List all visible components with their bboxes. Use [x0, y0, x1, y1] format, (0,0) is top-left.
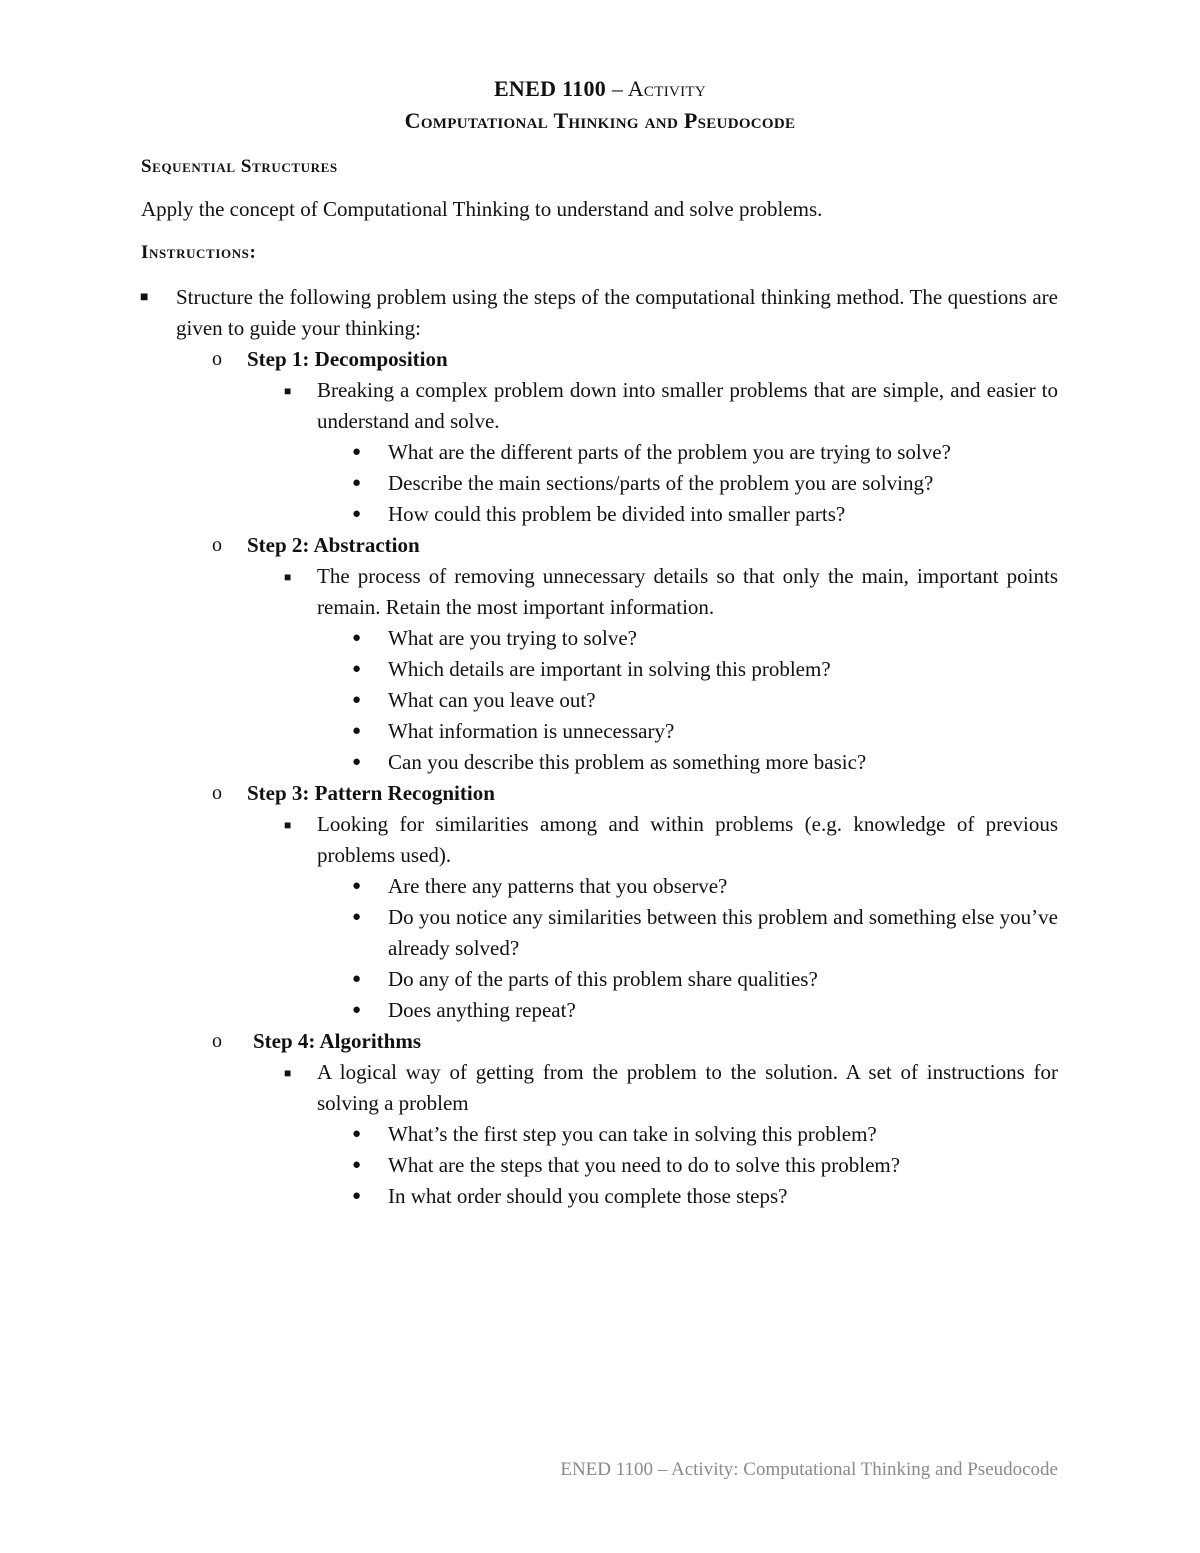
- list-item: [0, 1057, 1200, 1119]
- question-text: What are the different parts of the problem you are trying to solve?: [388, 440, 951, 464]
- question-text: Does anything repeat?: [388, 998, 576, 1022]
- list-item: [0, 1150, 1200, 1181]
- list-item: [0, 716, 1200, 747]
- step-3-description: Looking for similarities among and within problems (e.g. knowledge of previous problems used).: [317, 812, 1058, 867]
- list-item: [0, 282, 1200, 344]
- dot-bullet-icon: ●: [352, 506, 362, 522]
- dot-bullet-icon: ●: [352, 630, 362, 646]
- square-bullet-icon: ■: [284, 570, 292, 584]
- dot-bullet-icon: ●: [352, 661, 362, 677]
- step-heading: [0, 530, 1200, 561]
- step-4-description: A logical way of getting from the problem to the solution. A set of instructions for solving a problem: [317, 1060, 1058, 1115]
- document-title: [0, 76, 1200, 102]
- list-item: [0, 902, 1200, 964]
- dot-bullet-icon: ●: [352, 444, 362, 460]
- question-text: What are you trying to solve?: [388, 626, 638, 650]
- instruction-text: Structure the following problem using the steps of the computational thinking method. The questions are given to guide your thinking:: [176, 285, 1058, 340]
- circle-bullet-icon: o: [212, 348, 222, 370]
- list-item: [0, 747, 1200, 778]
- question-text: How could this problem be divided into smaller parts?: [388, 502, 846, 526]
- question-text: Describe the main sections/parts of the problem you are solving?: [388, 471, 934, 495]
- list-item: [0, 654, 1200, 685]
- instructions-heading: Instructions:: [141, 242, 257, 263]
- list-item: [0, 995, 1200, 1026]
- dot-bullet-icon: ●: [352, 1002, 362, 1018]
- document-subtitle: Computational Thinking and Pseudocode: [404, 108, 796, 133]
- dot-bullet-icon: ●: [352, 475, 362, 491]
- instructions-list: [0, 282, 1200, 1212]
- list-item: [0, 685, 1200, 716]
- square-bullet-icon: ■: [284, 1066, 292, 1080]
- question-text: What are the steps that you need to do to solve this problem?: [388, 1153, 901, 1177]
- dot-bullet-icon: ●: [352, 1126, 362, 1142]
- dot-bullet-icon: ●: [352, 692, 362, 708]
- question-text: What’s the first step you can take in solving this problem?: [388, 1122, 877, 1146]
- intro-paragraph: Apply the concept of Computational Thinking to understand and solve problems.: [141, 197, 823, 221]
- sequential-structures-heading: Sequential Structures: [141, 156, 338, 177]
- dot-bullet-icon: ●: [352, 1157, 362, 1173]
- step-3-title: Step 3: Pattern Recognition: [247, 781, 495, 805]
- list-item: [0, 1119, 1200, 1150]
- question-text: In what order should you complete those steps?: [388, 1184, 788, 1208]
- course-code: ENED 1100: [493, 76, 607, 101]
- question-text: Are there any patterns that you observe?: [388, 874, 728, 898]
- list-item: [0, 375, 1200, 437]
- dot-bullet-icon: ●: [352, 754, 362, 770]
- list-item: [0, 964, 1200, 995]
- dot-bullet-icon: ●: [352, 878, 362, 894]
- step-2-description: The process of removing unnecessary details so that only the main, important points remain. Retain the most important information.: [317, 564, 1058, 619]
- dot-bullet-icon: ●: [352, 723, 362, 739]
- list-item: [0, 1181, 1200, 1212]
- list-item: [0, 499, 1200, 530]
- list-item: [0, 437, 1200, 468]
- list-item: [0, 871, 1200, 902]
- step-1-description: Breaking a complex problem down into smaller problems that are simple, and easier to understand and solve.: [317, 378, 1058, 433]
- question-text: Do any of the parts of this problem share qualities?: [388, 967, 818, 991]
- list-item: [0, 809, 1200, 871]
- list-item: [0, 623, 1200, 654]
- square-bullet-icon: ■: [284, 818, 292, 832]
- dot-bullet-icon: ●: [352, 971, 362, 987]
- circle-bullet-icon: o: [212, 534, 222, 556]
- question-text: Do you notice any similarities between this problem and something else you’ve already solved?: [388, 905, 1058, 960]
- dot-bullet-icon: ●: [352, 1188, 362, 1204]
- step-2-title: Step 2: Abstraction: [247, 533, 420, 557]
- title-activity: – Activity: [606, 76, 707, 101]
- circle-bullet-icon: o: [212, 1030, 222, 1052]
- question-text: Which details are important in solving this problem?: [388, 657, 831, 681]
- circle-bullet-icon: o: [212, 782, 222, 804]
- question-text: Can you describe this problem as something more basic?: [388, 750, 867, 774]
- step-heading: [0, 344, 1200, 375]
- step-4-title: Step 4: Algorithms: [253, 1029, 421, 1053]
- square-bullet-icon: ■: [140, 290, 149, 305]
- step-heading: [0, 778, 1200, 809]
- step-heading: [0, 1026, 1200, 1057]
- page-footer: ENED 1100 – Activity: Computational Thinking and Pseudocode: [560, 1459, 1058, 1480]
- dot-bullet-icon: ●: [352, 909, 362, 925]
- question-text: What information is unnecessary?: [388, 719, 675, 743]
- list-item: [0, 468, 1200, 499]
- list-item: [0, 561, 1200, 623]
- question-text: What can you leave out?: [388, 688, 596, 712]
- step-1-title: Step 1: Decomposition: [247, 347, 448, 371]
- square-bullet-icon: ■: [284, 384, 292, 398]
